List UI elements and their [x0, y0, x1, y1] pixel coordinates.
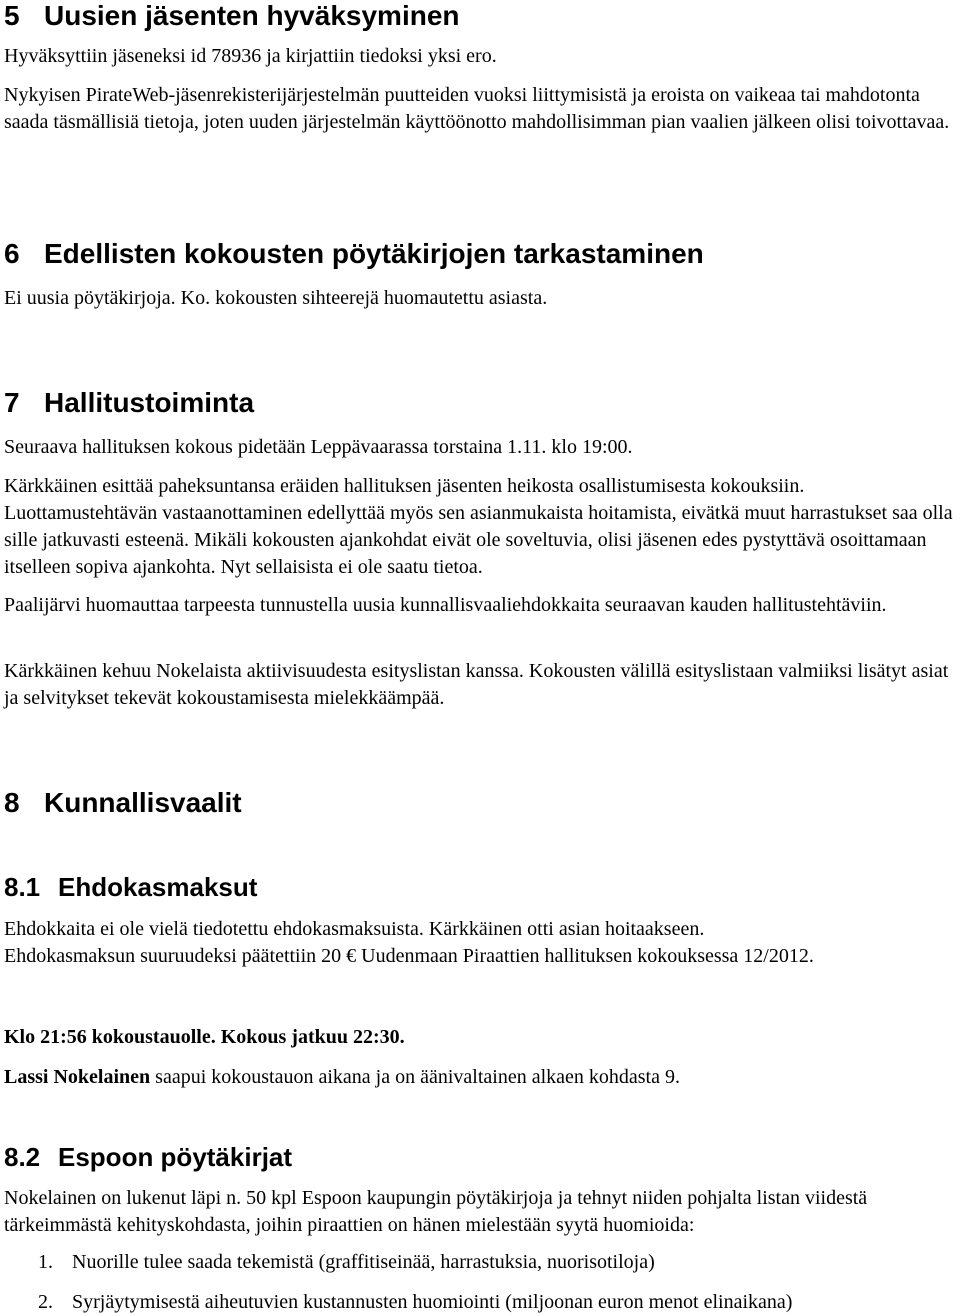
section-number: 8.1	[4, 872, 41, 902]
section-8-heading	[4, 787, 956, 819]
arrival-text: saapui kokoustauon aikana ja on äänivaltainen alkaen kohdasta 9.	[150, 1066, 680, 1088]
arrival-note	[4, 1064, 956, 1091]
list-item-number: 1.	[38, 1251, 53, 1273]
paragraph: Nykyisen PirateWeb-jäsenrekisterijärjestelmän puutteiden vuoksi liittymisistä ja eroista on vaikeaa tai mahdotonta saada täsmällisiä tietoja, joten uuden järjestelmän käyttöönotto mahdollisimman pian vaalien jälkeen olisi toivottavaa.	[4, 84, 950, 133]
section-8-1-heading	[4, 872, 956, 902]
section-number: 8.2	[4, 1142, 41, 1172]
section-title: Kunnallisvaalit	[44, 787, 242, 818]
paragraph-line: Ehdokkaita ei ole vielä tiedotettu ehdokasmaksuista. Kärkkäinen otti asian hoitaakseen.	[4, 918, 705, 940]
section-7-heading	[4, 387, 956, 419]
paragraph: Kärkkäinen esittää paheksuntansa eräiden hallituksen jäsenten heikosta osallistumisesta kokouksiin. Luottamustehtävän vastaanottaminen edellyttää myös sen asianmukaista hoitamista, eivätkä muut harrastukset saa olla sille jatkuvasti esteenä. Mikäli kokousten ajankohdat eivät ole soveltuvia, olisi jäsenen edes pystyttävä osoittamaan itselleen sopiva ajankohta. Nyt sellaisista ei ole saatu tietoa.	[4, 475, 953, 578]
list-item	[4, 1289, 956, 1316]
section-title: Espoon pöytäkirjat	[58, 1142, 293, 1172]
list-item-text: Nuorille tulee saada tekemistä (graffitiseinää, harrastuksia, nuorisotiloja)	[72, 1251, 655, 1273]
section-8-2-heading	[4, 1142, 956, 1172]
list-item-number: 2.	[38, 1291, 53, 1313]
list-item-text: Syrjäytymisestä aiheutuvien kustannusten huomiointi (miljoonan euron menot elinaikana)	[72, 1291, 793, 1313]
section-number: 8	[4, 787, 20, 818]
break-note: Klo 21:56 kokoustauolle. Kokous jatkuu 22:30.	[4, 1026, 405, 1048]
paragraph: Seuraava hallituksen kokous pidetään Leppävaarassa torstaina 1.11. klo 19:00.	[4, 436, 633, 458]
section-title: Uusien jäsenten hyväksyminen	[44, 0, 460, 31]
list-item	[4, 1249, 956, 1276]
paragraph: Ei uusia pöytäkirjoja. Ko. kokousten sihteerejä huomautettu asiasta.	[4, 287, 548, 309]
section-number: 5	[4, 0, 20, 31]
paragraph: Kärkkäinen kehuu Nokelaista aktiivisuudesta esityslistan kanssa. Kokousten välillä esityslistaan valmiiksi lisätyt asiat ja selvitykset tekevät kokoustamisesta mielekkäämpää.	[4, 660, 949, 709]
section-title: Hallitustoiminta	[44, 387, 255, 418]
paragraph: Hyväksyttiin jäseneksi id 78936 ja kirjattiin tiedoksi yksi ero.	[4, 45, 497, 67]
paragraph-line: Ehdokasmaksun suuruudeksi päätettiin 20 € Uudenmaan Piraattien hallituksen kokouksessa 12/2012.	[4, 945, 814, 967]
paragraph: Nokelainen on lukenut läpi n. 50 kpl Espoon kaupungin pöytäkirjoja ja tehnyt niiden pohjalta listan viidestä tärkeimmästä kehityskohdasta, joihin piraattien on hänen mielestään syytä huomioida:	[4, 1187, 868, 1236]
section-6-heading	[4, 238, 956, 270]
arrival-person: Lassi Nokelainen	[4, 1066, 151, 1088]
paragraph: Paalijärvi huomauttaa tarpeesta tunnustella uusia kunnallisvaaliehdokkaita seuraavan kauden hallitustehtäviin.	[4, 594, 887, 616]
section-5-heading	[4, 0, 956, 32]
section-title: Edellisten kokousten pöytäkirjojen tarkastaminen	[44, 238, 704, 269]
section-number: 7	[4, 387, 20, 418]
section-title: Ehdokasmaksut	[58, 872, 258, 902]
section-number: 6	[4, 238, 20, 269]
